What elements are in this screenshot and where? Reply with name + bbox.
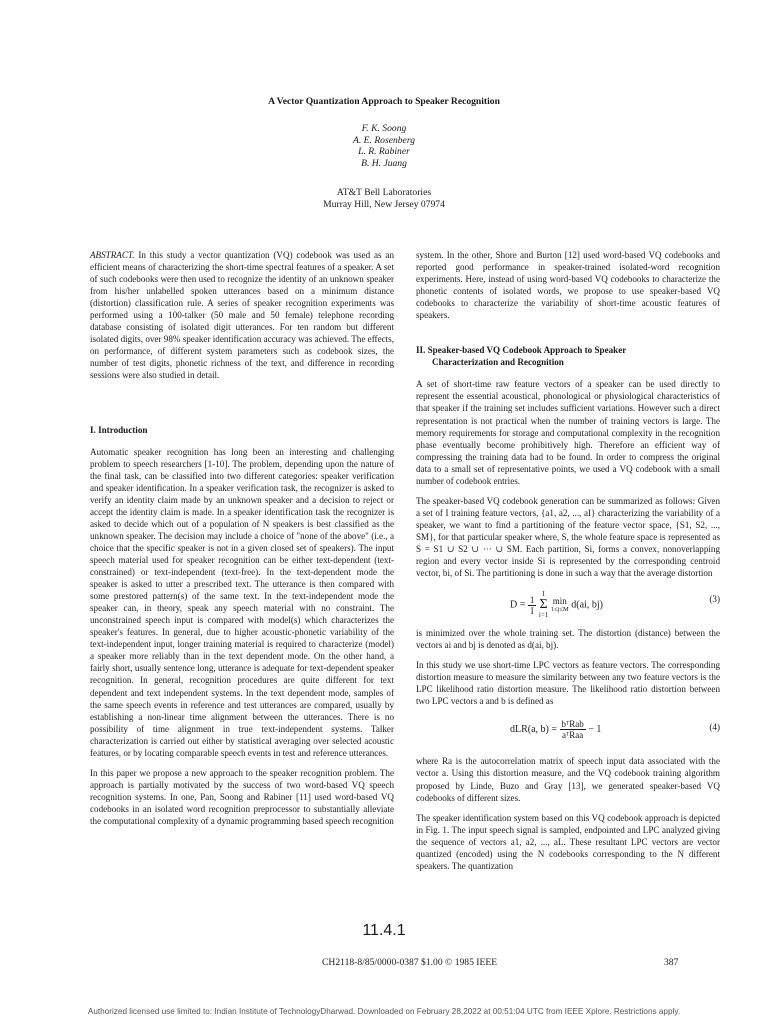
- equation-rhs: d(ai, bj): [571, 599, 603, 611]
- body-paragraph: In this paper we propose a new approach to the speaker recognition problem. The approach is partially motivated by the success of two word-based VQ speech recognition systems. In one, Pan, Soong and Rabiner [11] used word-based VQ codebooks in an isolated word recognition preprocessor to substantially alleviate the computational complexity of a dynamic programming based speech recognition: [90, 767, 394, 826]
- fraction-numerator: 1: [529, 594, 535, 605]
- min-label: min: [552, 596, 567, 607]
- body-paragraph: is minimized over the whole training set. The distortion (distance) between the vectors ai and bj is denoted as d(ai, bj).: [416, 628, 720, 651]
- body-paragraph: The speaker identification system based on this VQ codebook approach is depicted in Fig. 1. The input speech signal is sampled, endpointed and LPC analyzed giving the sequence of vectors a1, a2, ..., aL. These resultant LPC vectors are vector quantized (encoded) using the N codebooks corresponding to the N different speakers. The quantization: [416, 812, 720, 871]
- sum-lower-limit: i=1: [538, 611, 549, 620]
- summation-operator: [539, 591, 548, 619]
- fraction-numerator: bᵀRab: [561, 719, 584, 730]
- section-heading-line: Characterization and Recognition: [432, 357, 564, 368]
- author-name: A. E. Rosenberg: [353, 134, 415, 146]
- fraction-denominator: I: [530, 605, 534, 616]
- body-paragraph: The speaker-based VQ codebook generation can be summarized as follows: Given a set of I training feature vectors, {a1, a2, ..., aI} characterizing the variability of a speaker, we want to find a partitioning of the feature vector space, {S1, S2, ..., SM}, for that particular speaker where, S, the whole feature space is represented as S = S1 ∪ S2 ∪ ··· ∪ SM. Each partition, Si, forms a convex, nonoverlapping region and every vector inside Si is represented by the corresponding centroid vector, bi, of Si. The partitioning is done in such a way that the average distortion: [416, 495, 720, 579]
- author-name: L. R. Rabiner: [358, 146, 410, 157]
- paper-title: A Vector Quantization Approach to Speaker Recognition: [268, 96, 500, 107]
- body-paragraph: A set of short-time raw feature vectors of a speaker can be used directly to represent the essential acoustical, phonological or physiological characteristics of that speaker if the training set includes sufficient variations. However such a direct representation is not practical when the number of training vectors is large. The memory requirements for storage and computational complexity in the recognition phase eventually become prohibitively high. Therefore an efficient way of compressing the training data had to be found. In order to compress the original data to a small set of representative points, we used a VQ codebook with a small number of codebook entries.: [416, 379, 720, 486]
- sum-upper-limit: I: [542, 590, 545, 599]
- citation-line: CH2118-8/85/0000-0387 $1.00 © 1985 IEEE: [322, 957, 498, 968]
- equation-3: [416, 587, 720, 620]
- equation-expression: [510, 591, 603, 619]
- abstract-text: In this study a vector quantization (VQ) codebook was used as an efficient means of characterizing the short-time spectral features of a speaker. A set of such codebooks were then used to recognize the identity of an unknown speaker from his/her unlabelled spoken utterances based on a minimum distance (distortion) classification rule. A series of speaker recognition experiments was performed using a 100-talker (50 male and 50 female) telephone recording database consisting of isolated digit utterances. For ten random but different isolated digits, over 98% speaker identification accuracy was achieved. The effects, on performance, of different system parameters such as codebook sizes, the number of test digits, phonetic richness of the text, and difference in recording sessions were also studied in detail.: [90, 250, 394, 381]
- section-number-marker: 11.4.1: [362, 922, 406, 939]
- affiliation-line: AT&T Bell Laboratories: [336, 187, 432, 198]
- right-column: [416, 249, 720, 880]
- affiliation: [0, 187, 768, 211]
- affiliation-line: Murray Hill, New Jersey 07974: [323, 199, 445, 210]
- equation-number: (4): [709, 722, 720, 733]
- min-operator: [551, 597, 569, 613]
- equation-expression: [510, 719, 601, 740]
- left-column: [90, 249, 394, 835]
- fraction-denominator: aᵀRaa: [562, 730, 584, 741]
- section-heading-line: II. Speaker-based VQ Codebook Approach to Speaker: [416, 345, 627, 356]
- abstract: [90, 249, 394, 382]
- license-notice: Authorized licensed use limited to: Indian Institute of TechnologyDharwad. Downloaded on February 28,2022 at 00:51:04 UTC from IEEE Xplore. Restrictions apply.: [87, 1007, 681, 1016]
- equation-fraction: [560, 719, 586, 740]
- body-paragraph: system. In the other, Shore and Burton [12] used word-based VQ codebooks and reported good performance in speaker-trained isolated-word recognition experiments. Here, instead of using word-based VQ codebooks to characterize the phonetic contents of isolated words, we propose to use speaker-based VQ codebooks to characterize the variability of short-time acoustic features of speakers.: [416, 250, 720, 321]
- author-name: B. H. Juang: [361, 157, 407, 169]
- abstract-label: ABSTRACT.: [90, 250, 135, 260]
- page-number: 387: [664, 957, 679, 968]
- equation-lhs: D =: [510, 599, 526, 611]
- body-paragraph: In this study we use short-time LPC vectors as feature vectors. The corresponding distortion measure to measure the similarity between any two feature vectors is the LPC likelihood ratio distortion measure. The likelihood ratio distortion between two LPC vectors a and b is defined as: [416, 660, 720, 707]
- section-heading-introduction: I. Introduction: [90, 424, 148, 435]
- equation-rhs: − 1: [588, 724, 602, 736]
- author-name: F. K. Soong: [361, 123, 407, 134]
- paper-header: [0, 96, 768, 211]
- equation-number: (3): [709, 594, 720, 605]
- body-paragraph: where Ra is the autocorrelation matrix of speech input data associated with the vector a. Using this distortion measure, and the VQ codebook training algorithm proposed by Linde, Buzo and Gray [13], we generated speaker-based VQ codebooks of different sizes.: [416, 756, 720, 803]
- sigma-symbol: Σ: [539, 597, 548, 613]
- equation-lhs: dLR(a, b) =: [510, 724, 558, 736]
- body-paragraph: Automatic speaker recognition has long been an interesting and challenging problem to speech researchers [1-10]. The problem, depending upon the nature of the final task, can be classified into two different categories: speaker verification and speaker identification. In a speaker verification task, the recognizer is asked to verify an identity claim made by an unknown speaker and a decision to reject or accept the identity claim is made. In a speaker identification task the recognizer is asked to decide which out of a population of N speakers is best classified as the unknown speaker. The decision may include a choice of "none of the above" (i.e., a choice that the specific speaker is not in a given closed set of speakers). The input speech material used for speaker recognition can be either text-dependent (text-constrained) or text-independent (text-free). In the text-dependent mode the speaker is asked to utter a prescribed text. The utterance is then compared with some prestored pattern(s) of the same text. In the text-independent mode the speaker can, in theory, speak any speech material with no constraint. The unconstrained speech input is compared with model(s) which characterizes the speaker's features. In general, due to higher acoustic-phonetic variability of the text-independent input, longer training material is required to characterize (model) a speaker more reliably than in the text dependent mode. On the other hand, a fairly short, usually sentence long, utterance is adequate for text-dependent speaker recognition. In general, recognition procedures are quite different for text dependent and text independent systems. In the text dependent mode, samples of the same speech events in reference and test utterances are compared, usually by establishing a non-linear time alignment between the utterances. There is no possibility of time alignment in true text-independent systems. Talker characterization is carried out either by statistical averaging over selected acoustic features, or by locating comparable speech events in test and reference utterances.: [90, 446, 394, 758]
- section-heading-vq-approach: [416, 344, 720, 368]
- equation-fraction: [528, 595, 537, 616]
- min-subscript: 1≤j≤M: [550, 606, 569, 614]
- equation-4: [416, 715, 720, 745]
